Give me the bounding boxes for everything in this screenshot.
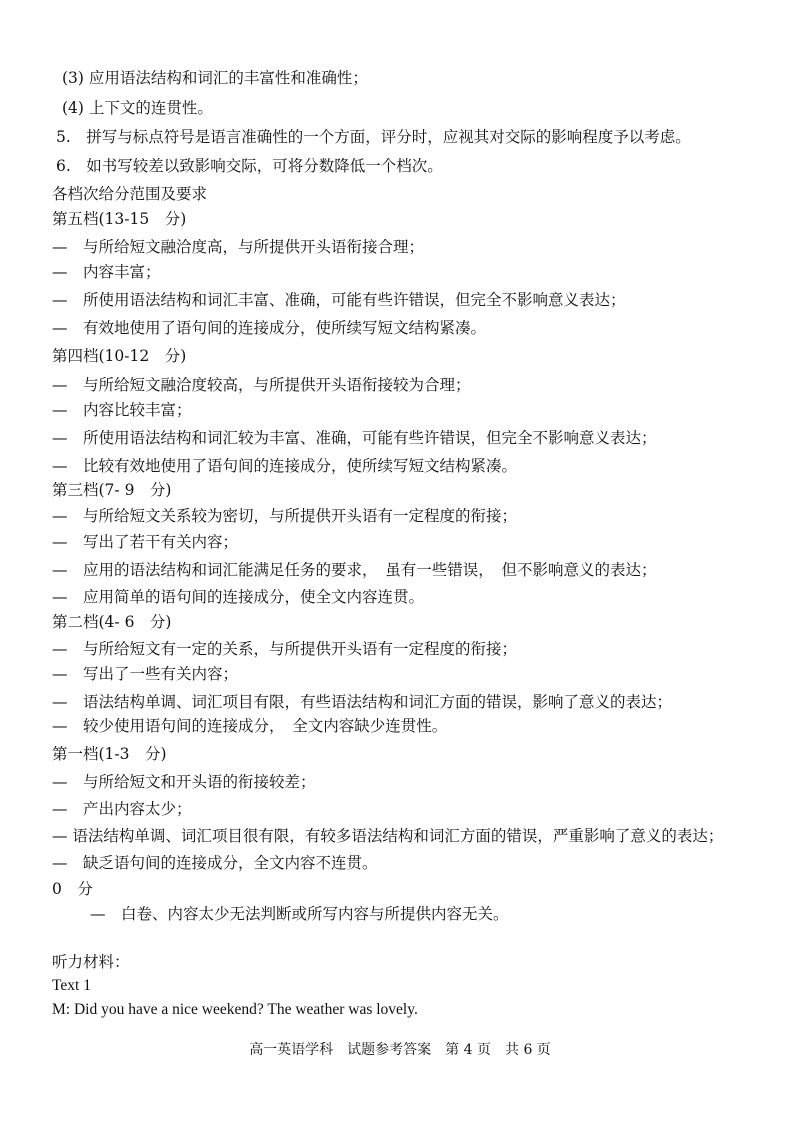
tier-5-item: — 有效地使用了语句间的连接成分，使所续写短文结构紧凑。 (52, 319, 487, 337)
tier-2-item: — 与所给短文有一定的关系，与所提供开头语有一定程度的衔接； (52, 640, 518, 658)
tier-4-item: — 比较有效地使用了语句间的连接成分，使所续写短文结构紧凑。 (52, 457, 518, 475)
tier-3-item: — 应用简单的语句间的连接成分，使全文内容连贯。 (52, 588, 425, 606)
tier-5-heading: 第五档(13-15 分) (52, 210, 187, 228)
tier-4-heading: 第四档(10-12 分) (52, 347, 187, 365)
tier-2-heading: 第二档(4- 6 分) (52, 613, 172, 631)
rule-5: 5. 拼写与标点符号是语言准确性的一个方面，评分时，应视其对交际的影响程度予以考虑。 (56, 128, 691, 146)
tier-5-item: — 所使用语法结构和词汇丰富、准确，可能有些许错误，但完全不影响意义表达； (52, 291, 626, 309)
tier-1-item: — 产出内容太少； (52, 800, 192, 818)
criterion-4: (4) 上下文的连贯性。 (62, 99, 213, 117)
tier-2-item: — 语法结构单调、词汇项目有限，有些语法结构和词汇方面的错误，影响了意义的表达； (52, 693, 673, 711)
tier-2-item: — 写出了一些有关内容； (52, 665, 239, 683)
text-label: Text 1 (52, 977, 91, 994)
tier-2-item: — 较少使用语句间的连接成分， 全文内容缺少连贯性。 (52, 717, 448, 735)
tier-1-item: — 语法结构单调、词汇项目很有限，有较多语法结构和词汇方面的错误，严重影响了意义的表达； (52, 827, 724, 845)
tier-3-item: — 写出了若干有关内容； (52, 533, 239, 551)
tier-4-item: — 与所给短文融洽度较高，与所提供开头语衔接较为合理； (52, 376, 471, 394)
tier-3-item: — 与所给短文关系较为密切，与所提供开头语有一定程度的衔接； (52, 507, 518, 525)
rule-6: 6. 如书写较差以致影响交际，可将分数降低一个档次。 (56, 157, 443, 175)
tier-0-item: — 白卷、内容太少无法判断或所写内容与所提供内容无关。 (90, 905, 509, 923)
tier-0-heading: 0 分 (52, 880, 93, 898)
page-footer: 高一英语学科 试题参考答案 第 4 页 共 6 页 (249, 1042, 551, 1058)
listening-heading: 听力材料： (52, 953, 130, 971)
tier-1-item: — 与所给短文和开头语的衔接较差； (52, 773, 316, 791)
tier-1-item: — 缺乏语句间的连接成分，全文内容不连贯。 (52, 854, 378, 872)
tier-3-item: — 应用的语法结构和词汇能满足任务的要求， 虽有一些错误， 但不影响意义的表达； (52, 561, 657, 579)
dialogue-line: M: Did you have a nice weekend? The weather was lovely. (52, 1001, 418, 1018)
criterion-3: (3) 应用语法结构和词汇的丰富性和准确性； (62, 69, 368, 87)
tier-5-item: — 与所给短文融洽度高，与所提供开头语衔接合理； (52, 238, 425, 256)
tier-3-heading: 第三档(7- 9 分) (52, 481, 172, 499)
tier-4-item: — 所使用语法结构和词汇较为丰富、准确，可能有些许错误，但完全不影响意义表达； (52, 429, 657, 447)
tier-1-heading: 第一档(1-3 分) (52, 745, 167, 763)
section-heading: 各档次给分范围及要求 (52, 185, 208, 203)
tier-5-item: — 内容丰富； (52, 263, 161, 281)
tier-4-item: — 内容比较丰富； (52, 401, 192, 419)
